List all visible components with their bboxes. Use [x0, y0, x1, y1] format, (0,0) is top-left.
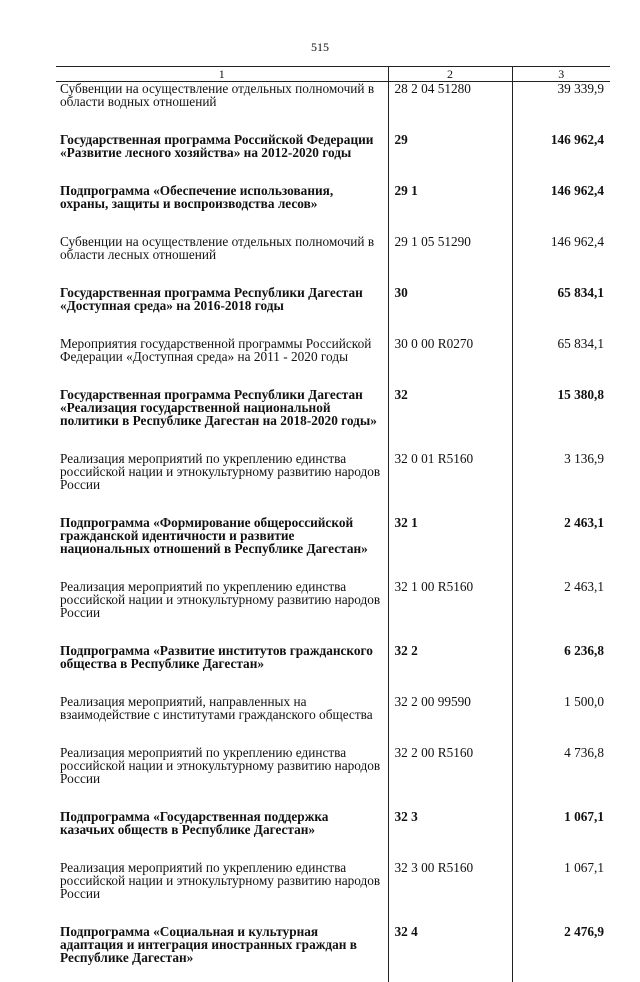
- row-spacer: [56, 670, 610, 695]
- spacer-cell: [388, 427, 512, 452]
- row-amount-cell: 1 067,1: [512, 810, 610, 836]
- row-code-cell: 32 4: [388, 925, 512, 964]
- row-name-cell: Подпрограмма «Формирование общероссийской гражданской идентичности и развитие национальных отношений в Республике Дагестан»: [60, 515, 368, 556]
- spacer-cell: [56, 555, 388, 580]
- row-name-cell: Государственная программа Российской Федерации «Развитие лесного хозяйства» на 2012-2020 годы: [60, 132, 374, 160]
- row-amount-cell: 39 339,9: [512, 82, 610, 109]
- row-spacer: [56, 785, 610, 810]
- row-spacer: [56, 491, 610, 516]
- spacer-cell: [512, 159, 610, 184]
- spacer-cell: [388, 785, 512, 810]
- row-name-cell: Подпрограмма «Обеспечение использования, охраны, защиты и воспроизводства лесов»: [60, 183, 334, 211]
- spacer-cell: [512, 261, 610, 286]
- spacer-cell: [56, 363, 388, 388]
- row-code-cell: 32: [388, 388, 512, 427]
- spacer-cell: [512, 108, 610, 133]
- row-amount-cell: 65 834,1: [512, 337, 610, 363]
- column-header-amount: 3: [512, 67, 610, 82]
- row-spacer: [56, 721, 610, 746]
- row-code-cell: 30 0 00 R0270: [388, 337, 512, 363]
- spacer-cell: [388, 964, 512, 982]
- table-row-program: [56, 925, 610, 964]
- table-row: [56, 82, 610, 109]
- row-code-cell: 29 1: [388, 184, 512, 210]
- row-amount-cell: 1 067,1: [512, 861, 610, 900]
- spacer-cell: [56, 261, 388, 286]
- spacer-cell: [512, 312, 610, 337]
- spacer-cell: [388, 312, 512, 337]
- spacer-cell: [56, 619, 388, 644]
- row-name-cell: Подпрограмма «Развитие институтов гражданского общества в Республике Дагестан»: [60, 643, 373, 671]
- spacer-cell: [388, 159, 512, 184]
- row-spacer: [56, 836, 610, 861]
- column-header-name: 1: [56, 67, 388, 82]
- row-name-cell: Субвенции на осуществление отдельных полномочий в области лесных отношений: [60, 234, 375, 262]
- table-row: [56, 337, 610, 363]
- row-spacer: [56, 900, 610, 925]
- spacer-cell: [512, 900, 610, 925]
- row-amount-cell: 146 962,4: [512, 184, 610, 210]
- spacer-cell: [512, 721, 610, 746]
- row-name-cell: Реализация мероприятий, направленных на взаимодействие с институтами гражданского общества: [60, 694, 373, 722]
- row-spacer: [56, 312, 610, 337]
- table-row-program: [56, 516, 610, 555]
- row-code-cell: 32 2 00 R5160: [388, 746, 512, 785]
- table-row-program: [56, 388, 610, 427]
- spacer-cell: [512, 491, 610, 516]
- table-header-row: [56, 67, 610, 82]
- spacer-cell: [388, 619, 512, 644]
- row-name-cell: Подпрограмма «Государственная поддержка казачьих обществ в Республике Дагестан»: [60, 809, 329, 837]
- row-code-cell: 32 1 00 R5160: [388, 580, 512, 619]
- row-spacer: [56, 261, 610, 286]
- spacer-cell: [512, 670, 610, 695]
- spacer-cell: [388, 670, 512, 695]
- row-spacer: [56, 555, 610, 580]
- row-spacer: [56, 363, 610, 388]
- row-name-cell: Реализация мероприятий по укреплению единства российской нации и этнокультурному развитию народов России: [60, 451, 381, 492]
- spacer-cell: [56, 159, 388, 184]
- row-name-cell: Реализация мероприятий по укреплению единства российской нации и этнокультурному развитию народов России: [60, 579, 381, 620]
- spacer-cell: [388, 721, 512, 746]
- row-amount-cell: 6 236,8: [512, 644, 610, 670]
- spacer-cell: [388, 900, 512, 925]
- row-amount-cell: 1 500,0: [512, 695, 610, 721]
- row-name-cell: Государственная программа Республики Дагестан «Реализация государственной национальной политики в Республике Дагестан на 2018-2020 годы»: [60, 387, 377, 428]
- spacer-cell: [512, 619, 610, 644]
- row-amount-cell: 3 136,9: [512, 452, 610, 491]
- spacer-cell: [56, 108, 388, 133]
- row-amount-cell: 15 380,8: [512, 388, 610, 427]
- row-name-cell: Субвенции на осуществление отдельных полномочий в области водных отношений: [60, 81, 375, 109]
- table-row-program: [56, 133, 610, 159]
- row-name-cell: Государственная программа Республики Дагестан «Доступная среда» на 2016-2018 годы: [60, 285, 363, 313]
- page-number: 515: [311, 40, 329, 54]
- spacer-cell: [512, 785, 610, 810]
- spacer-cell: [56, 836, 388, 861]
- row-amount-cell: 2 476,9: [512, 925, 610, 964]
- row-code-cell: 32 1: [388, 516, 512, 555]
- spacer-cell: [56, 721, 388, 746]
- row-code-cell: 29 1 05 51290: [388, 235, 512, 261]
- spacer-cell: [388, 836, 512, 861]
- spacer-cell: [512, 210, 610, 235]
- spacer-cell: [388, 210, 512, 235]
- table-row: [56, 452, 610, 491]
- table-row: [56, 746, 610, 785]
- table-row: [56, 580, 610, 619]
- spacer-cell: [512, 363, 610, 388]
- row-spacer: [56, 964, 610, 982]
- row-amount-cell: 2 463,1: [512, 516, 610, 555]
- table-row-program: [56, 286, 610, 312]
- row-name-cell: Подпрограмма «Социальная и культурная адаптация и интеграция иностранных граждан в Республике Дагестан»: [60, 924, 357, 965]
- row-code-cell: 30: [388, 286, 512, 312]
- row-spacer: [56, 619, 610, 644]
- row-code-cell: 32 2 00 99590: [388, 695, 512, 721]
- spacer-cell: [56, 785, 388, 810]
- table-row: [56, 235, 610, 261]
- table-row: [56, 861, 610, 900]
- spacer-cell: [56, 312, 388, 337]
- row-spacer: [56, 108, 610, 133]
- row-name-cell: Мероприятия государственной программы Российской Федерации «Доступная среда» на 2011 - 2020 годы: [60, 336, 372, 364]
- row-name-cell: Реализация мероприятий по укреплению единства российской нации и этнокультурному развитию народов России: [60, 860, 381, 901]
- spacer-cell: [388, 108, 512, 133]
- table-row: [56, 695, 610, 721]
- row-code-cell: 28 2 04 51280: [388, 82, 512, 109]
- row-code-cell: 32 0 01 R5160: [388, 452, 512, 491]
- row-spacer: [56, 210, 610, 235]
- spacer-cell: [56, 900, 388, 925]
- spacer-cell: [56, 964, 388, 982]
- table-row-program: [56, 184, 610, 210]
- spacer-cell: [56, 210, 388, 235]
- spacer-cell: [388, 491, 512, 516]
- table-row-program: [56, 810, 610, 836]
- row-code-cell: 32 3 00 R5160: [388, 861, 512, 900]
- row-amount-cell: 146 962,4: [512, 235, 610, 261]
- spacer-cell: [56, 427, 388, 452]
- spacer-cell: [512, 836, 610, 861]
- row-amount-cell: 65 834,1: [512, 286, 610, 312]
- spacer-cell: [56, 670, 388, 695]
- row-name-cell: Реализация мероприятий по укреплению единства российской нации и этнокультурному развитию народов России: [60, 745, 381, 786]
- spacer-cell: [388, 555, 512, 580]
- budget-table: [56, 66, 610, 982]
- row-spacer: [56, 427, 610, 452]
- row-amount-cell: 146 962,4: [512, 133, 610, 159]
- row-code-cell: 32 3: [388, 810, 512, 836]
- table-row-program: [56, 644, 610, 670]
- spacer-cell: [512, 555, 610, 580]
- spacer-cell: [56, 491, 388, 516]
- spacer-cell: [388, 363, 512, 388]
- column-header-code: 2: [388, 67, 512, 82]
- row-amount-cell: 2 463,1: [512, 580, 610, 619]
- row-code-cell: 29: [388, 133, 512, 159]
- row-spacer: [56, 159, 610, 184]
- spacer-cell: [512, 427, 610, 452]
- row-amount-cell: 4 736,8: [512, 746, 610, 785]
- spacer-cell: [512, 964, 610, 982]
- spacer-cell: [388, 261, 512, 286]
- row-code-cell: 32 2: [388, 644, 512, 670]
